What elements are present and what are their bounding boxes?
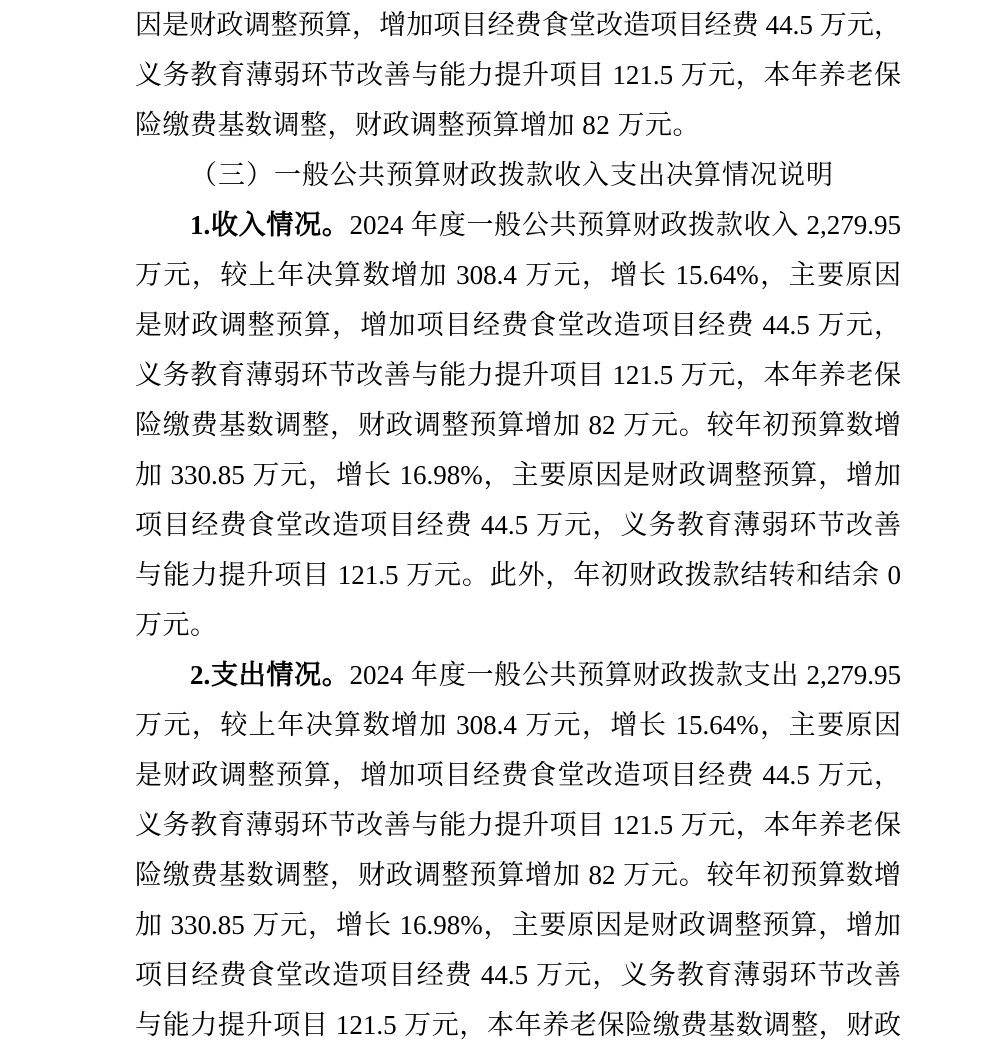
text-line	[135, 650, 901, 700]
text-line	[135, 500, 901, 550]
text-run: 万元，较上年决算数增加 308.4 万元，增长 15.64%，主要原因	[135, 260, 901, 290]
text-line	[135, 600, 901, 650]
text-run: 是财政调整预算，增加项目经费食堂改造项目经费 44.5 万元，	[135, 310, 901, 340]
text-run: 加 330.85 万元，增长 16.98%，主要原因是财政调整预算，增加	[135, 910, 901, 940]
text-run: 万元，较上年决算数增加 308.4 万元，增长 15.64%，主要原因	[135, 710, 901, 740]
text-line	[135, 450, 901, 500]
text-line	[135, 750, 901, 800]
text-run: 是财政调整预算，增加项目经费食堂改造项目经费 44.5 万元，	[135, 760, 901, 790]
text-line	[135, 100, 901, 150]
text-run: 险缴费基数调整，财政调整预算增加 82 万元。	[135, 110, 700, 140]
text-run: 义务教育薄弱环节改善与能力提升项目 121.5 万元，本年养老保	[135, 60, 901, 90]
text-line	[135, 900, 901, 950]
text-line	[135, 200, 901, 250]
text-run: 义务教育薄弱环节改善与能力提升项目 121.5 万元，本年养老保	[135, 810, 901, 840]
text-line	[135, 50, 901, 100]
text-run: 险缴费基数调整，财政调整预算增加 82 万元。较年初预算数增	[135, 410, 901, 440]
text-run: （三）一般公共预算财政拨款收入支出决算情况说明	[190, 160, 834, 190]
text-run: 万元。	[135, 610, 218, 640]
text-line	[135, 700, 901, 750]
text-line	[135, 250, 901, 300]
text-run: 2024 年度一般公共预算财政拨款支出 2,279.95	[349, 660, 902, 690]
text-line	[135, 0, 901, 50]
text-run: 2024 年度一般公共预算财政拨款收入 2,279.95	[349, 210, 902, 240]
text-line	[135, 850, 901, 900]
text-line	[135, 800, 901, 850]
text-run: 与能力提升项目 121.5 万元。此外，年初财政拨款结转和结余 0	[135, 560, 901, 590]
text-line	[135, 350, 901, 400]
paragraph-lead-bold: 2.支出情况。	[190, 660, 350, 690]
text-run: 与能力提升项目 121.5 万元，本年养老保险缴费基数调整，财政	[135, 1010, 901, 1040]
text-line	[135, 300, 901, 350]
text-run: 义务教育薄弱环节改善与能力提升项目 121.5 万元，本年养老保	[135, 360, 901, 390]
text-run: 项目经费食堂改造项目经费 44.5 万元，义务教育薄弱环节改善	[135, 960, 901, 990]
text-line	[135, 400, 901, 450]
text-run: 险缴费基数调整，财政调整预算增加 82 万元。较年初预算数增	[135, 860, 901, 890]
paragraph-lead-bold: 1.收入情况。	[190, 210, 350, 240]
text-line	[135, 950, 901, 1000]
text-line	[135, 550, 901, 600]
text-run: 加 330.85 万元，增长 16.98%，主要原因是财政调整预算，增加	[135, 460, 901, 490]
text-run: 因是财政调整预算，增加项目经费食堂改造项目经费 44.5 万元，	[135, 10, 901, 40]
section-heading	[135, 150, 901, 200]
text-run: 项目经费食堂改造项目经费 44.5 万元，义务教育薄弱环节改善	[135, 510, 901, 540]
text-line	[135, 1000, 901, 1050]
document-text-block	[135, 0, 901, 1050]
